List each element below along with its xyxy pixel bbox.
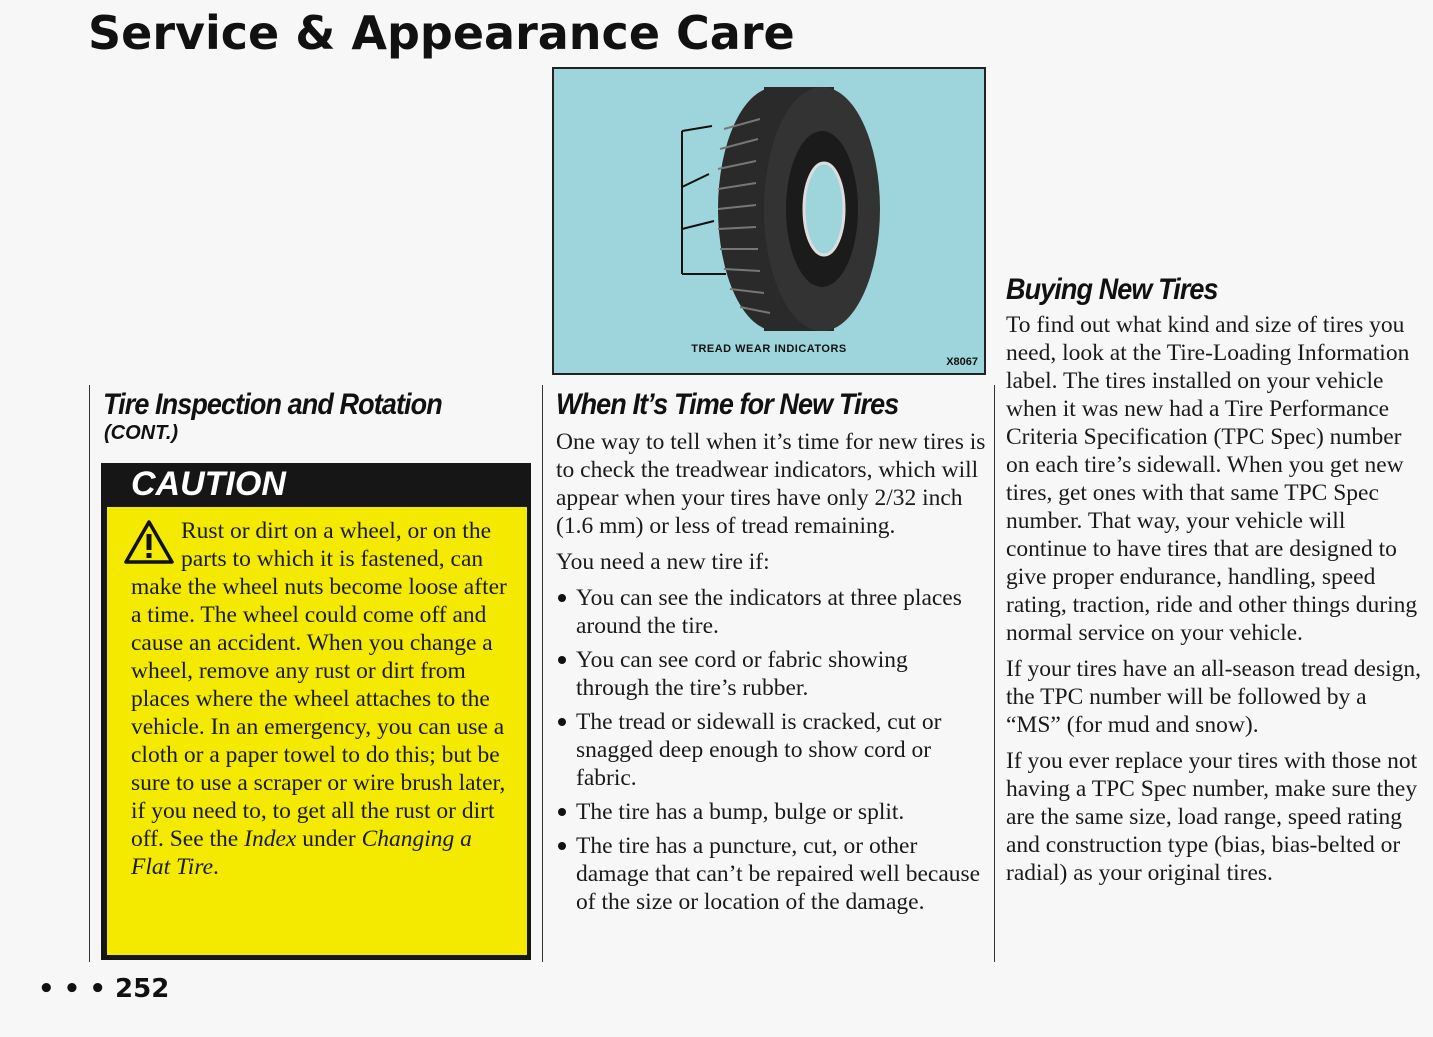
buying-paragraph-3: If you ever replace your tires with those not having a TPC Spec number, make sure they are the same size, load range, speed rating and construction type (bias, bias-belted or radial) as your original tires. bbox=[1006, 748, 1418, 886]
under-word: under bbox=[296, 826, 362, 852]
buying-paragraph-2: If your tires have an all-season tread design, the TPC number will be followed by a “MS” (for mud and snow). bbox=[1006, 656, 1422, 738]
warning-triangle-icon bbox=[123, 519, 175, 565]
column-rule-right bbox=[994, 385, 995, 962]
list-item: You can see the indicators at three places around the tire. bbox=[556, 584, 986, 640]
caution-box bbox=[101, 463, 531, 960]
caution-end: . bbox=[213, 854, 219, 880]
figure-code: X8067 bbox=[946, 356, 978, 368]
list-item: The tire has a bump, bulge or split. bbox=[556, 798, 986, 826]
caution-heading: CAUTION bbox=[131, 465, 286, 503]
left-column bbox=[103, 388, 533, 445]
buying-paragraph-1: To find out what kind and size of tires you need, look at the Tire-Loading Information label. The tires installed on your vehicle when it was new had a Tire Performance Criteria Specification (TPC Spec) number on each tire’s sidewall. When you get new tires, get ones with that same TPC Spec number. That way, your vehicle will continue to have tires that are designed to give proper endurance, handling, speed rating, traction, ride and other things during normal service on your vehicle. bbox=[1006, 312, 1418, 646]
caution-text: Rust or dirt on a wheel, or on the parts to which it is fastened, can make the wheel nuts become loose after a time. The wheel could come off and cause an accident. When you change a wheel, remove any rust or dirt from places where the wheel attaches to the vehicle. In an emergency, you can use a cloth or a paper towel to do this; but be sure to use a scraper or wire brush later, if you need to, to get all the rust or dirt off. See the bbox=[131, 518, 507, 852]
flat-tire-reference: Changing a Flat Tire bbox=[131, 826, 472, 880]
intro-paragraph: One way to tell when it’s time for new tires is to check the treadwear indicators, which will appear when your tires have only 2/32 inch (1.6 mm) or less of tread remaining. bbox=[556, 429, 986, 539]
index-reference: Index bbox=[244, 826, 297, 852]
list-item: You can see cord or fabric showing through the tire’s rubber. bbox=[556, 646, 986, 702]
figure-caption: TREAD WEAR INDICATORS bbox=[691, 343, 847, 355]
right-column bbox=[1006, 273, 1426, 895]
lead-paragraph: You need a new tire if: bbox=[556, 549, 770, 575]
list-item: The tire has a puncture, cut, or other damage that can’t be repaired well because of the size or location of the damage. bbox=[556, 832, 986, 916]
list-item: The tread or sidewall is cracked, cut or snagged deep enough to show cord or fabric. bbox=[556, 708, 986, 792]
column-rule-left bbox=[89, 385, 90, 962]
section-title-tire-inspection: Tire Inspection and Rotation bbox=[103, 388, 442, 421]
section-title-new-tires: When It’s Time for New Tires bbox=[556, 388, 899, 421]
section-title-buying-tires: Buying New Tires bbox=[1006, 273, 1218, 306]
tire-replacement-list bbox=[556, 584, 986, 916]
tire-illustration bbox=[554, 69, 984, 339]
continued-label: (CONT.) bbox=[104, 422, 179, 444]
middle-column bbox=[556, 388, 986, 922]
tread-wear-figure bbox=[552, 67, 986, 375]
page-title: Service & Appearance Care bbox=[88, 6, 795, 60]
caution-body bbox=[107, 507, 527, 955]
page-number: • • • 252 bbox=[38, 974, 170, 1004]
column-rule-middle bbox=[542, 385, 543, 962]
